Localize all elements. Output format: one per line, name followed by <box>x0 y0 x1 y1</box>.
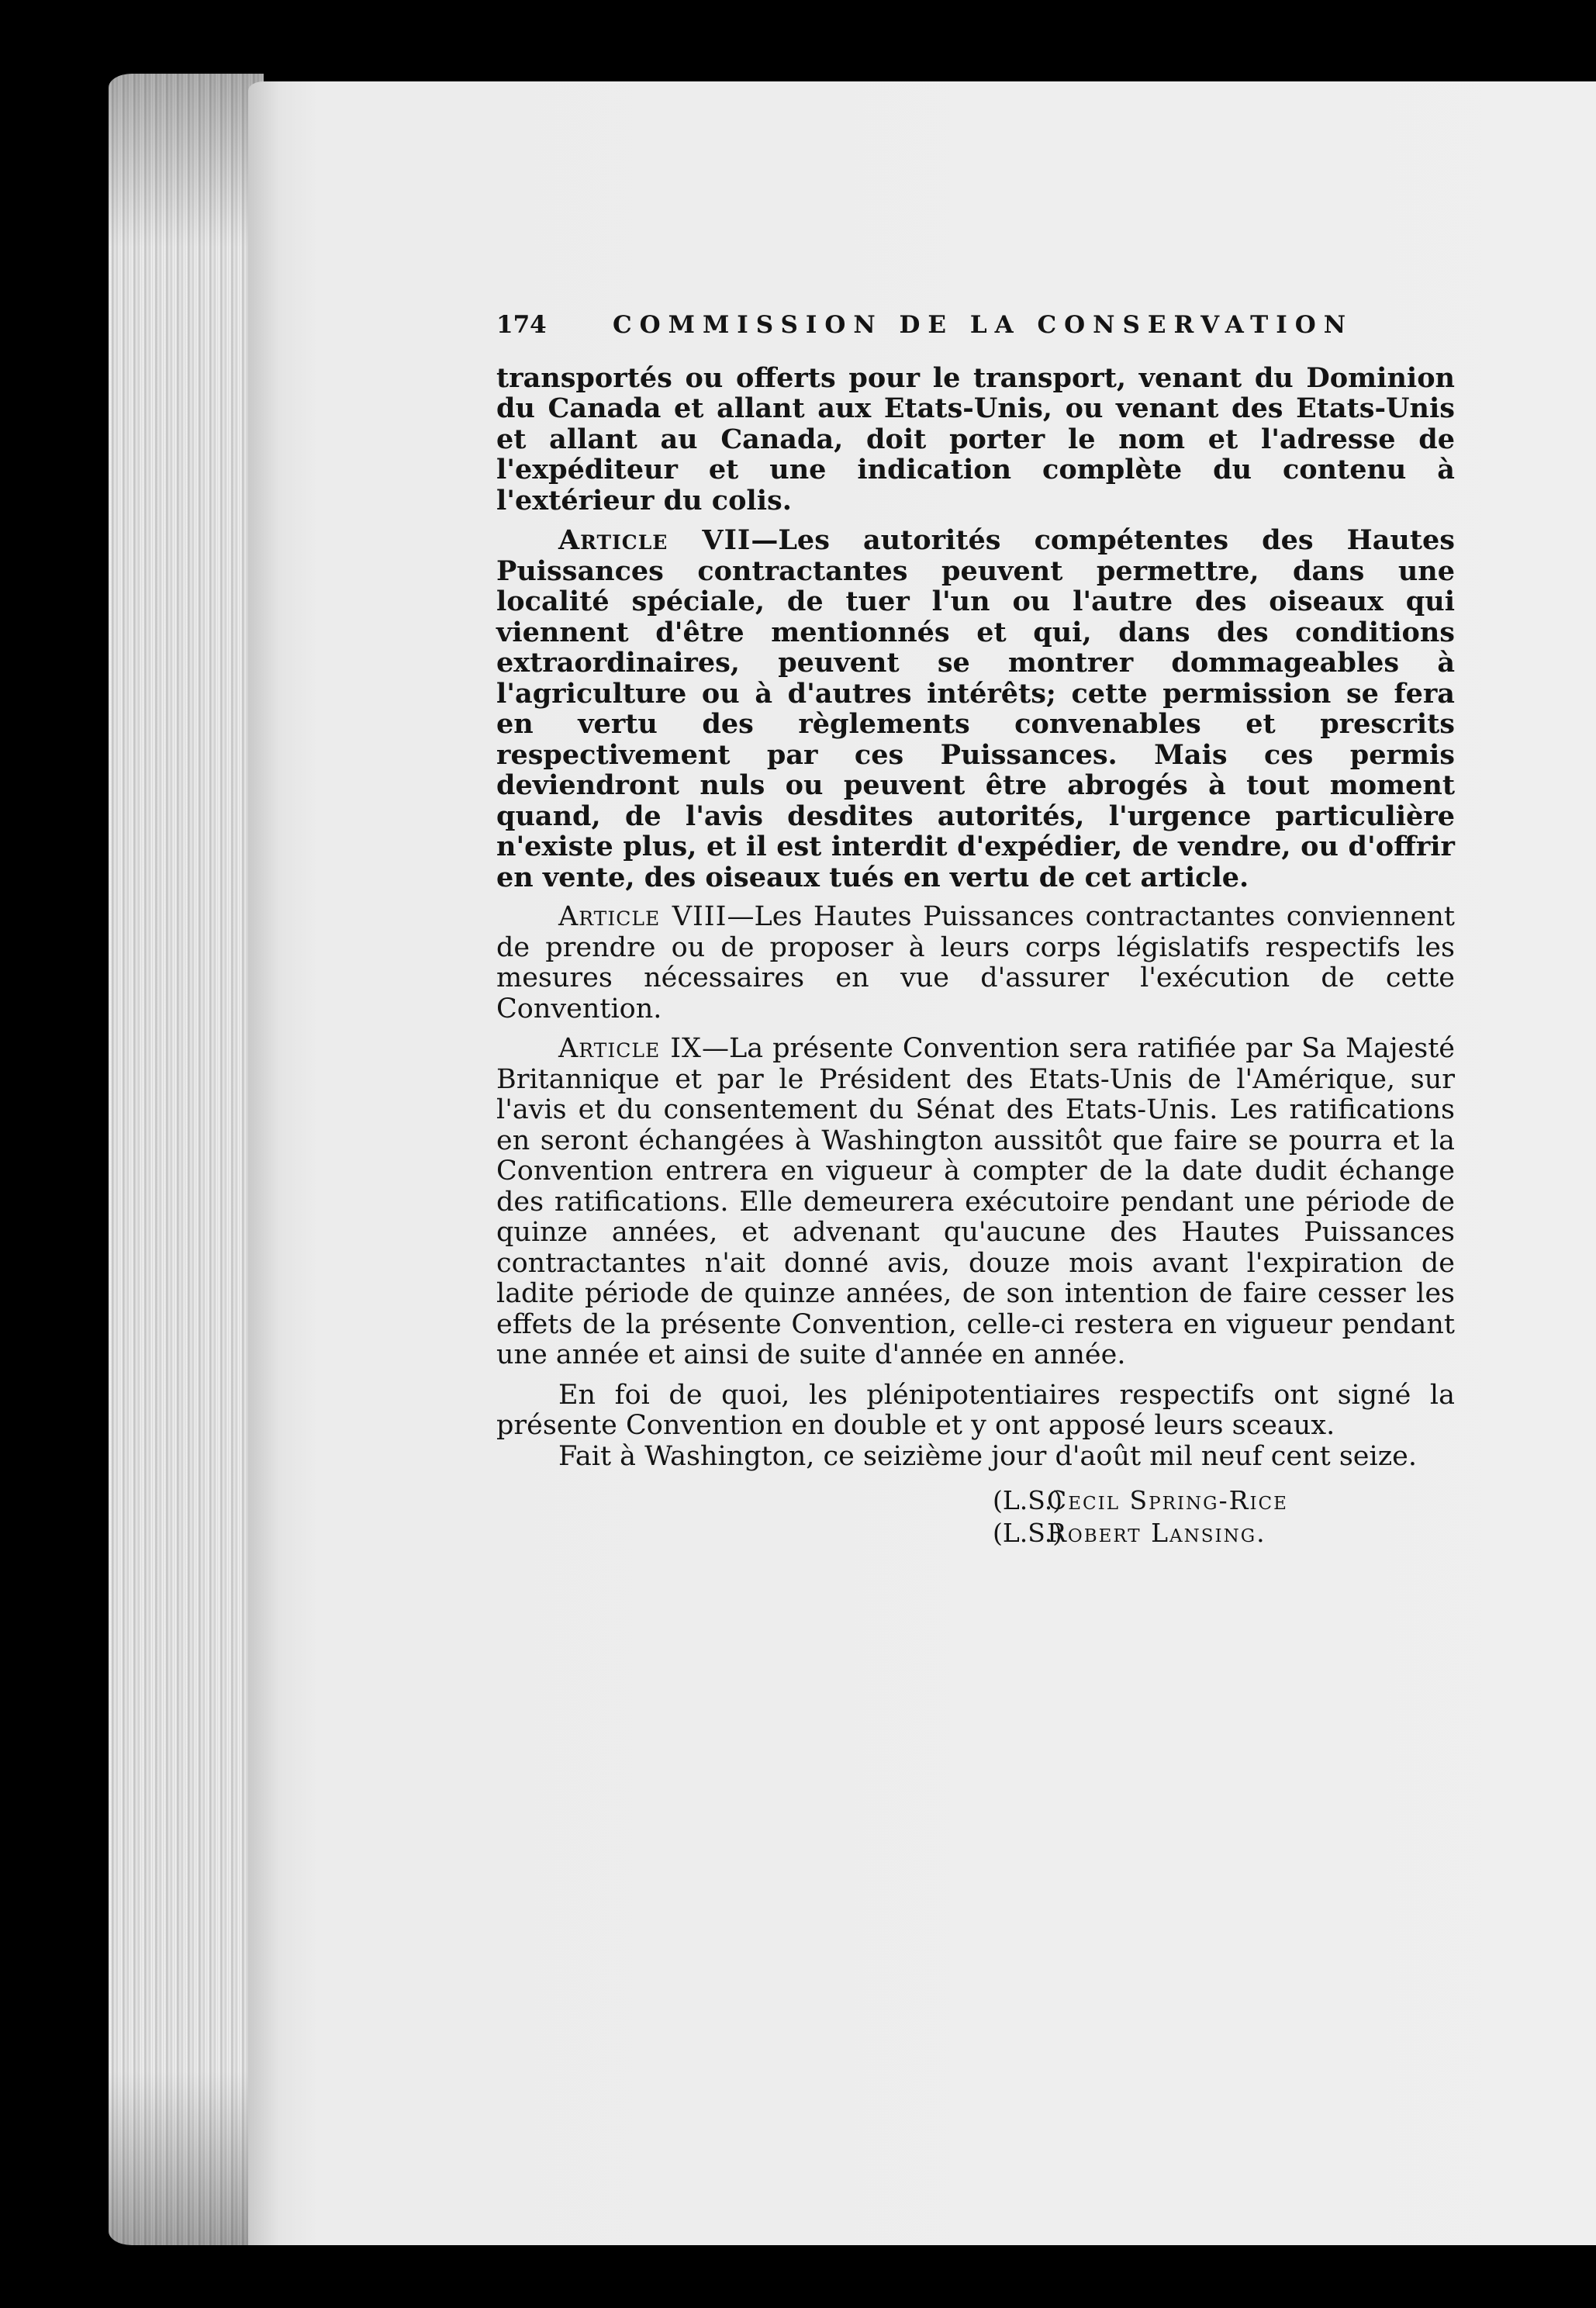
page-content <box>496 310 1455 1550</box>
running-title: COMMISSION DE LA CONSERVATION <box>613 311 1354 339</box>
paragraph-article-7 <box>496 525 1455 893</box>
running-head <box>496 310 1455 341</box>
article-7-text: —Les autorités compétentes des Hautes Puissances contractantes peuvent permettre, dans une localité spéciale, de tuer l'un ou l'autre des oiseaux qui viennent d'être mentionnés et qui, dans des conditions extraordinaires, peuvent se montrer dommageables à l'agriculture ou à d'autres intérêts; cette permission se fera en vertu des règlements convenables et prescrits respectivement par ces Puissances. Mais ces permis deviendront nuls ou peuvent être abrogés à tout moment quand, de l'avis desdites autorités, l'urgence particulière n'existe plus, et il est interdit d'expédier, de vendre, ou d'offrir en vente, des oiseaux tués en vertu de cet article. <box>496 524 1455 893</box>
paragraph-article-9 <box>496 1034 1455 1371</box>
seal-mark: (L.S.) <box>993 1485 1063 1515</box>
signatory-name: Robert Lansing. <box>1047 1518 1266 1548</box>
paragraph-en-foi: En foi de quoi, les plénipotentiaires respectifs ont signé la présente Convention en double et y ont apposé leurs sceaux. <box>496 1379 1455 1441</box>
seal-mark: (L.S.) <box>993 1518 1063 1548</box>
article-9-text: —La présente Convention sera ratifiée par Sa Majesté Britannique et par le Président des Etats-Unis de l'Amérique, sur l'avis et du consentement du Sénat des Etats-Unis. Les ratifications en seront échangées à Washington aussitôt que faire se pourra et la Convention entrera en vigueur à compter de la date dudit échange des ratifications. Elle demeurera exécutoire pendant une période de quinze années, et advenant qu'aucune des Hautes Puissances contractantes n'ait donné avis, douze mois avant l'expiration de ladite période de quinze années, de son intention de faire cesser les effets de la présente Convention, celle-ci restera en vigueur pendant une année et ainsi de suite d'année en année. <box>496 1033 1455 1370</box>
book-page-edges <box>109 74 264 2245</box>
article-8-text: —Les Hautes Puissances contractantes conviennent de prendre ou de proposer à leurs corps législatifs respectifs les mesures nécessaires en vue d'assurer l'exécution de cette Convention. <box>496 901 1455 1024</box>
article-9-label: Article IX <box>558 1033 702 1064</box>
signature-line <box>993 1517 1455 1550</box>
signatory-name: Cecil Spring-Rice <box>1047 1485 1288 1515</box>
signature-line <box>993 1484 1455 1517</box>
paragraph-continuation: transportés ou offerts pour le transport, venant du Dominion du Canada et allant aux Etats-Unis, ou venant des Etats-Unis et allant au Canada, doit porter le nom et l'adresse de l'expéditeur et une indication complète du contenu à l'extérieur du colis. <box>496 361 1455 517</box>
article-7-label: Article VII <box>558 524 751 556</box>
page-number: 174 <box>496 311 547 339</box>
paragraph-fait: Fait à Washington, ce seizième jour d'août mil neuf cent seize. <box>558 1440 1417 1472</box>
article-8-label: Article VIII <box>558 901 727 932</box>
signature-block <box>993 1484 1455 1550</box>
paragraph-article-8 <box>496 902 1455 1024</box>
